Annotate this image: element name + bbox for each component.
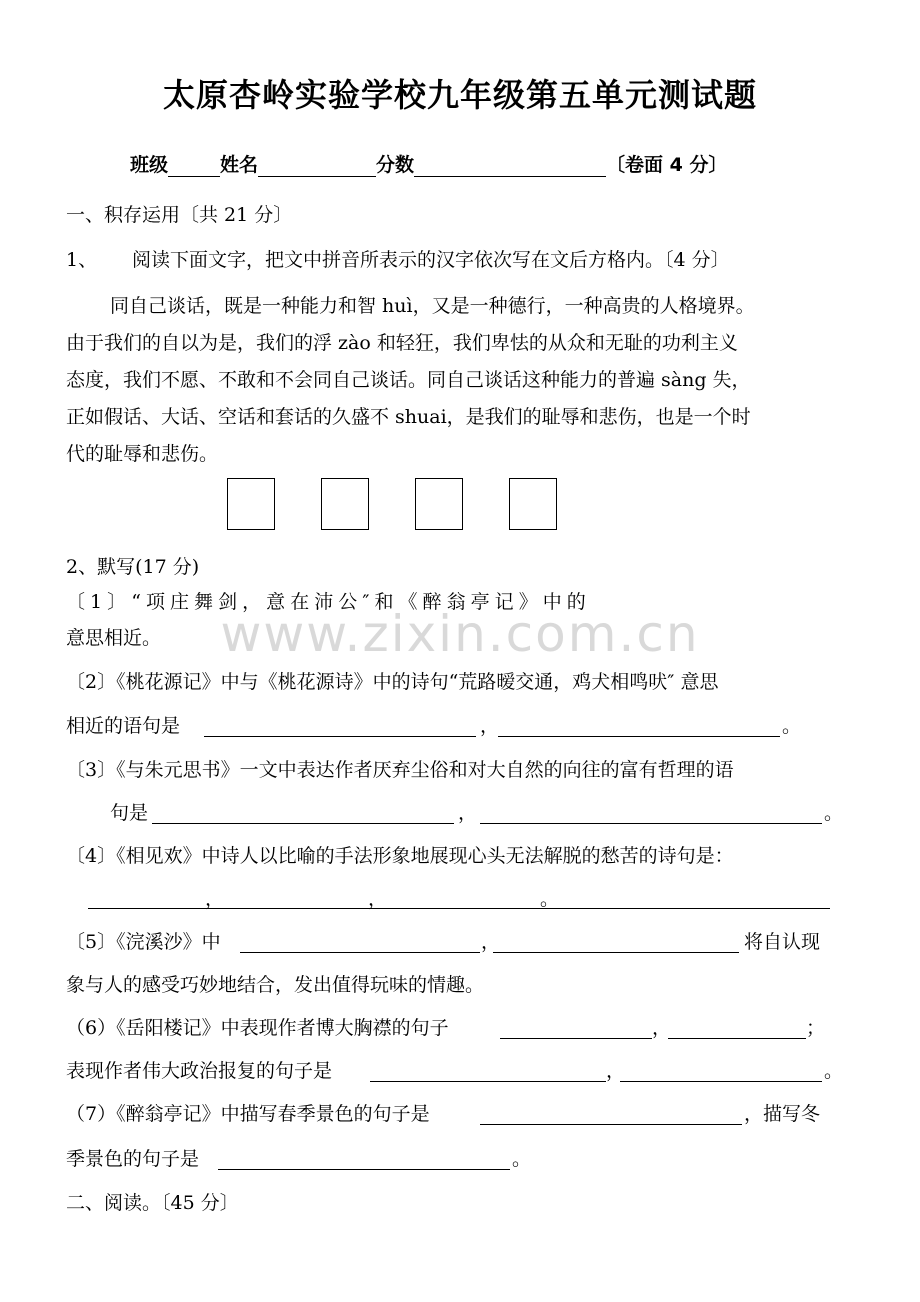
q2-item6-comma2: ， (606, 1060, 626, 1082)
q2-item4-comma1: ， (205, 888, 225, 910)
passage-line-1: 同自己谈话，既是一种能力和智 huì，又是一种德行，一种高贵的人格境界。 (110, 295, 755, 317)
score-blank[interactable] (414, 156, 606, 177)
paper-note: 〔卷面 4 分〕 (606, 154, 728, 176)
q2-item6-line2-pre: 表现作者伟大政治报复的句子是 (66, 1060, 333, 1082)
q2-item7-period: 。 (512, 1148, 532, 1170)
q2-item2-period: 。 (782, 715, 802, 737)
q2-item6-semicolon: ； (806, 1017, 826, 1039)
q2-item6-period: 。 (824, 1060, 844, 1082)
q2-item5-pre: 〔5〕《浣溪沙》中 (66, 931, 221, 953)
q2-item6-comma: ， (652, 1017, 672, 1039)
q2-item5-line2: 象与人的感受巧妙地结合，发出值得玩味的情趣。 (66, 974, 485, 996)
q2-item2-line1: 〔2〕《桃花源记》中与《桃花源诗》中的诗句“荒路暧交通，鸡犬相鸣吠″ 意思 (66, 671, 719, 693)
answer-box-1[interactable] (227, 478, 275, 530)
q2-item6-blank3[interactable] (370, 1081, 606, 1082)
name-blank[interactable] (258, 156, 376, 177)
q2-item7-blank2[interactable] (218, 1169, 510, 1170)
q2-item3-pre: 句是 (110, 802, 149, 824)
q2-item4-comma2: ， (368, 888, 388, 910)
answer-box-3[interactable] (415, 478, 463, 530)
q2-item4-blank[interactable] (88, 908, 830, 909)
watermark: www.zixin.com.cn (220, 605, 700, 663)
q2-item3-blank2[interactable] (480, 823, 822, 824)
q2-item5-post: 将自认现 (744, 931, 821, 953)
answer-box-2[interactable] (321, 478, 369, 530)
q2-item7-blank1[interactable] (480, 1124, 742, 1125)
q2-item2-pre: 相近的语句是 (66, 715, 181, 737)
q2-item5-comma: ， (481, 931, 501, 953)
passage-line-3: 态度，我们不愿、不敢和不会同自己谈话。同自己谈话这种能力的普遍 sàng 失， (66, 369, 751, 391)
score-label: 分数 (376, 154, 415, 176)
section2-heading: 二、阅读。〔45 分〕 (66, 1192, 239, 1214)
q2-item6-blank4[interactable] (620, 1081, 822, 1082)
q2-item3-comma: ， (458, 802, 478, 824)
q2-item1-line2: 意思相近。 (66, 627, 162, 649)
q2-item6-pre: （6）《岳阳楼记》中表现作者博大胸襟的句子 (66, 1017, 449, 1039)
q2-item4-line1: 〔4〕《相见欢》中诗人以比喻的手法形象地展现心头无法解脱的愁苦的诗句是： (66, 845, 734, 867)
name-label: 姓名 (220, 154, 259, 176)
q1-prompt: 阅读下面文字，把文中拼音所表示的汉字依次写在文后方格内。〔4 分〕 (132, 249, 730, 271)
passage-line-4: 正如假话、大话、空话和套话的久盛不 shuai，是我们的耻辱和悲伤，也是一个时 (66, 406, 751, 428)
q2-item4-period: 。 (540, 888, 560, 910)
passage-line-2: 由于我们的自以为是，我们的浮 zào 和轻狂，我们卑怯的从众和无耻的功利主义 (66, 332, 738, 354)
q2-item2-comma: ， (480, 715, 500, 737)
class-label: 班级 (130, 154, 169, 176)
q1-number: 1、 (66, 249, 98, 271)
q2-item3-blank1[interactable] (152, 823, 454, 824)
q2-item3-period: 。 (824, 802, 844, 824)
q2-item7-pre: （7）《醉翁亭记》中描写春季景色的句子是 (66, 1103, 430, 1125)
answer-box-4[interactable] (509, 478, 557, 530)
q2-item2-blank1[interactable] (204, 736, 476, 737)
q2-item3-line1: 〔3〕《与朱元思书》一文中表达作者厌弃尘俗和对大自然的向往的富有哲理的语 (66, 759, 734, 781)
q2-item7-line2-pre: 季景色的句子是 (66, 1148, 200, 1170)
q2-item1-line1: 〔 1 〕 “ 项 庄 舞 剑 ， 意 在 沛 公 ″ 和 《 醉 翁 亭 记 》 中 的 (66, 591, 586, 613)
q2-item5-blank2[interactable] (493, 952, 739, 953)
q2-item7-mid: ，描写冬 (744, 1103, 821, 1125)
header-fields (130, 150, 728, 177)
page-title: 太原杏岭实验学校九年级第五单元测试题 (162, 76, 757, 114)
q2-item6-blank2[interactable] (668, 1038, 806, 1039)
class-blank[interactable] (168, 156, 220, 177)
passage-line-5: 代的耻辱和悲伤。 (66, 443, 219, 465)
q2-item6-blank1[interactable] (500, 1038, 652, 1039)
q2-heading: 2、默写(17 分) (66, 556, 200, 578)
q2-item2-blank2[interactable] (498, 736, 780, 737)
q2-item5-blank1[interactable] (240, 952, 480, 953)
section1-heading: 一、积存运用〔共 21 分〕 (66, 204, 293, 226)
